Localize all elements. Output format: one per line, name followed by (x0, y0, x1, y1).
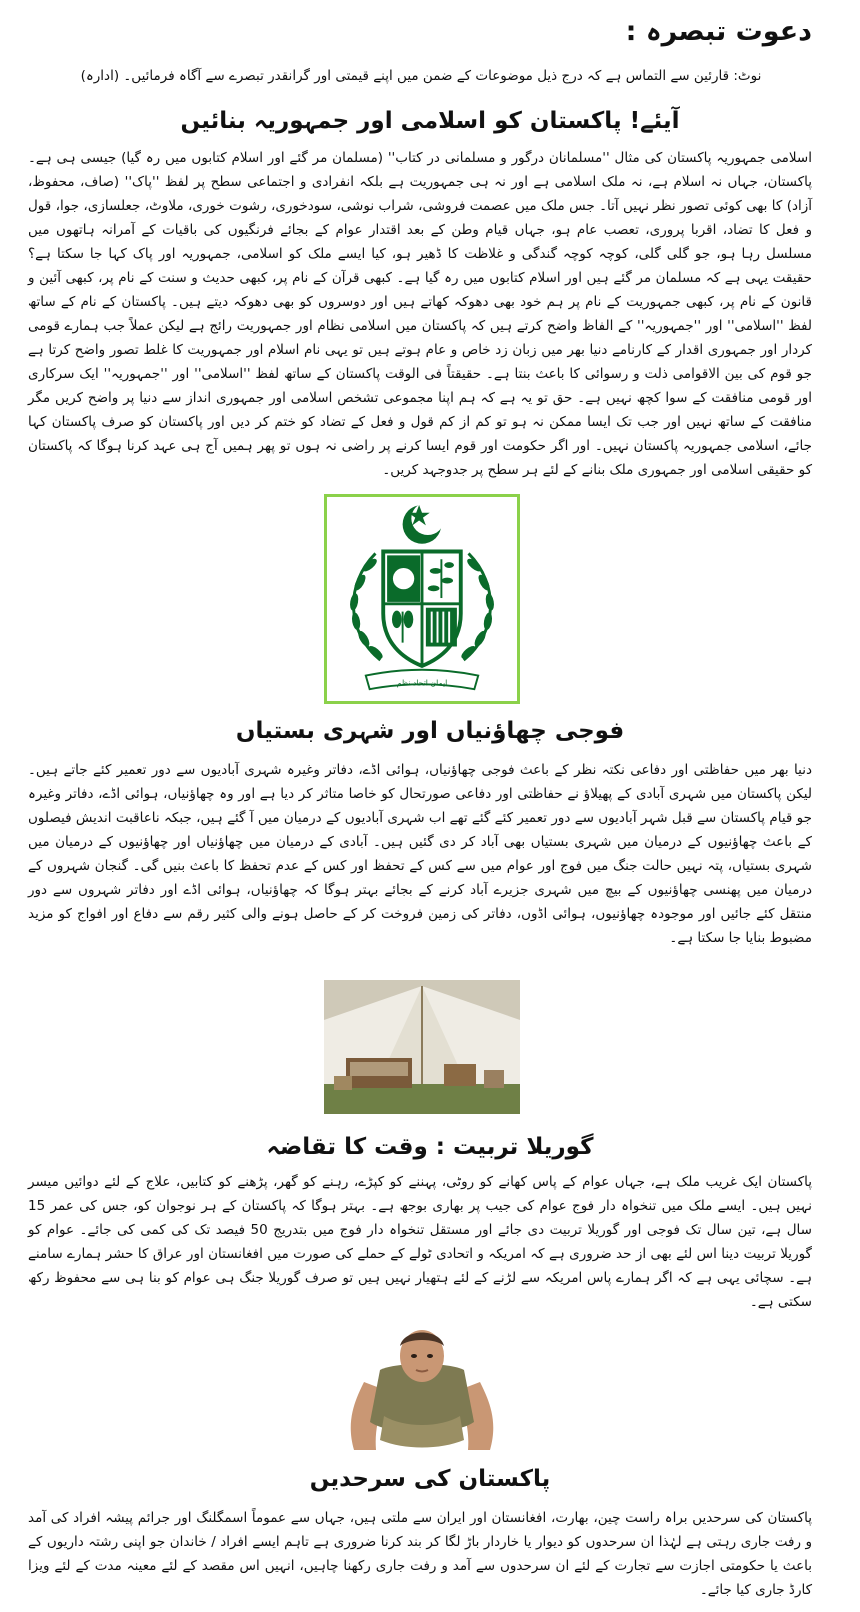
section-title-borders: پاکستان کی سرحدیں (309, 1466, 551, 1492)
tent-photo-icon (324, 980, 520, 1114)
section-title-guerrilla: گوریلا تربیت : وقت کا تقاضہ (266, 1134, 594, 1160)
section-body-guerrilla: پاکستان ایک غریب ملک ہے، جہاں عوام کے پاس کھانے کو روٹی، پہننے کو کپڑے، رہنے کو گھر، پڑھنے کو کتابیں، علاج کے لئے دوائیں میسر نہیں ہیں۔ ایسے ملک میں تنخواہ دار فوج عوام کی جیب پر بھاری بوجھ ہے۔ بہتر ہوگا کہ پاکستان کے ہر نوجوان کو، جس کی عمر 15 سال ہے، تین سال تک فوجی اور گوریلا تربیت دی جائے اور مستقل تنخواہ دار فوج میں بتدریج 50 فیصد تک کی کمی کی جائے۔ عوام کو گوریلا تربیت دینا اس لئے بھی از حد ضروری ہے کہ امریکہ و اتحادی ٹولے کے حملے کی صورت میں افغانستان اور عراق کا حشر ہمارے سامنے ہے۔ سچائی یہی ہے کہ اگر ہمارے پاس امریکہ سے لڑنے کے لئے ہتھیار نہیں ہیں تو صرف گوریلا جنگ ہی عوام کو بنا ہی سے محفوظ رکھ سکتی ہے۔ (28, 1174, 813, 1310)
section-body-islamic-republic: اسلامی جمہوریہ پاکستان کی مثال ''مسلمانان درگور و مسلمانی در کتاب'' (مسلمان مر گئے اور اسلام کتابوں میں رہ گیا) جیسی ہی ہے۔ پاکستان، جہاں نہ اسلام ہے، نہ ملک اسلامی ہے اور نہ ہی جمہوریت ہے بلکہ انفرادی و اجتماعی سطح پر لفظ ''پاک'' (صاف، محفوظ، آزاد) کا بھی کوئی تصور نظر نہیں آتا۔ جس ملک میں عصمت فروشی، شراب نوشی، سودخوری، رشوت خوری، ملاوٹ، جعلسازی، جوا، قول و فعل کا تضاد، اقربا پروری، تعصب عام ہو، جہاں قیام وطن کے بعد اقتدار عوام کے بجائے فرنگیوں کی باقیات کے آمرانہ ہاتھوں میں مسلسل رہا ہو، جو گلی گلی، کوچہ کوچہ گندگی و غلاظت کا ڈھیر ہو، کیا ایسے ملک کو اسلامی، جمہوریہ اور پاک کہا جا سکتا ہے؟ حقیقت یہی ہے کہ مسلمان مر گئے ہیں اور اسلام کتابوں میں رہ گیا ہے۔ کبھی قرآن کے نام پر، کبھی حدیث و سنت کے نام پر، کبھی آئین و قانون کے نام پر، کبھی جمہوریت کے نام پر ہم خود بھی دھوکہ کھاتے ہیں اور دوسروں کو بھی دھوکہ دیتے ہیں۔ پاکستان کے نام کے ساتھ لفظ ''اسلامی'' اور ''جمہوریہ'' کے الفاظ واضح کرتے ہیں کہ پاکستان میں اسلامی نظام اور جمہوریت رائج ہے لیکن عملاً جب ہمارے قومی کردار اور جمہوری اقدار کے کارنامے دنیا بھر میں زبان زد خاص و عام ہوتے ہیں تو یہی نام اسلام اور جمہوریت کا غلط تصور واضح کرتا ہے جو قوم کی بین الاقوامی ذلت و رسوائی کا باعث بنتا ہے۔ حقیقتاً فی الوقت پاکستان کے ساتھ لفظ ''اسلامی'' اور ''جمہوریہ'' ایک سرکاری اور قومی منافقت کے سوا کچھ نہیں ہے۔ حق تو یہ ہے کہ ہم اپنا مجموعی تشخص اسلامی اور جمہوری انداز سے دنیا پر واضح کریں مگر منافقت کے ساتھ نہیں اور جب تک ایسا ممکن نہ ہو تو کم از کم قول و فعل کے تضاد کو ختم کر دیں اور پاکستان کو صرف پاکستان کہا جائے، اسلامی جمہوریہ پاکستان نہیں۔ اور اگر حکومت اور قوم ایسا کرنے پر راضی نہ ہوں تو پھر ہمیں آج ہی عہد کرنا ہوگا کہ پاکستان کو حقیقی اسلامی اور جمہوری ملک بنانے کے لئے ہر سطح پر جدوجہد کریں۔ (28, 150, 812, 478)
section-body-borders: پاکستان کی سرحدیں براہ راست چین، بھارت، افغانستان اور ایران سے ملتی ہیں، جہاں سے عموماً اسمگلنگ اور جرائم پیشہ افراد کی آمد و رفت جاری رہتی ہے لہٰذا ان سرحدوں کو دیوار یا خاردار باڑ لگا کر بند کرنا ضروری ہے تاہم ایسے افراد / خاندان جو اپنی رشتہ داریوں کے باعث یا حکومتی اجازت سے تجارت کے لئے ان سرحدوں سے آمد و رفت جاری رکھنا چاہیں، انہیں اس مقصد کے لئے معینہ مدت کے لئے ویزا کارڈ جاری کیا جائے۔ (28, 1510, 812, 1598)
soldier-pushup-icon (324, 1312, 520, 1454)
state-emblem-image (324, 494, 520, 704)
state-emblem-icon (327, 497, 517, 701)
editor-note: نوٹ: قارئین سے التماس ہے کہ درج ذیل موضوعات کے ضمن میں اپنے قیمتی اور گرانقدر تبصرے سے آگاہ فرمائیں۔ (ادارہ) (80, 68, 762, 84)
tent-photo (324, 980, 520, 1114)
section-title-islamic-republic: آیئے! پاکستان کو اسلامی اور جمہوریہ بنائیں (180, 108, 680, 134)
soldier-pushup-photo (324, 1312, 520, 1454)
section-body-cantonments: دنیا بھر میں حفاظتی اور دفاعی نکتہ نظر کے باعث فوجی چھاؤنیاں، ہوائی اڈے، دفاتر وغیرہ شہری آبادیوں سے دور تعمیر کئے جاتے ہیں۔ لیکن پاکستان میں شہری آبادی کے پھیلاؤ نے حفاظتی اور دفاعی صورتحال کو خاصا متاثر کر دیا ہے اور وہ چھاؤنیاں، ہوائی اڈے، دفاتر وغیرہ جو قیام پاکستان سے قبل شہر آبادیوں سے دور تعمیر کئے گئے تھے اب شہری آبادیوں کے درمیان میں آ گئے ہیں، جبکہ ناعاقبت اندیش فیصلوں کے باعث چھاؤنیوں کے درمیان میں شہری بستیاں بھی آباد کر دی گئیں ہیں۔ آبادی کے درمیان میں چھاؤنیاں اور چھاؤنیوں کے درمیان میں شہری بستیاں، پتہ نہیں حالت جنگ میں فوج اور عوام میں سے کس کے تحفظ اور کس کے عدم تحفظ کا باعث بنیں گی۔ گنجان شہروں کے درمیان میں پھنسی چھاؤنیوں کے بیچ میں شہری جزیرے آباد کرنے کے بجائے بہتر ہوگا کہ چھاؤنیاں، ہوائی اڈے اور دفاتر شہروں سے دور منتقل کئے جائیں اور موجودہ چھاؤنیوں، ہوائی اڈوں، دفاتر کی زمین فروخت کر کے حاصل ہونے والی کثیر رقم سے دفاع اور افواج کو مزید مضبوط بنایا جا سکتا ہے۔ (28, 762, 812, 946)
section-title-cantonments: فوجی چھاؤنیاں اور شہری بستیاں (235, 718, 625, 744)
emblem-scroll-text: ایمان اتحاد نظم (396, 678, 448, 688)
page-title: دعوت تبصرہ : (625, 16, 812, 47)
